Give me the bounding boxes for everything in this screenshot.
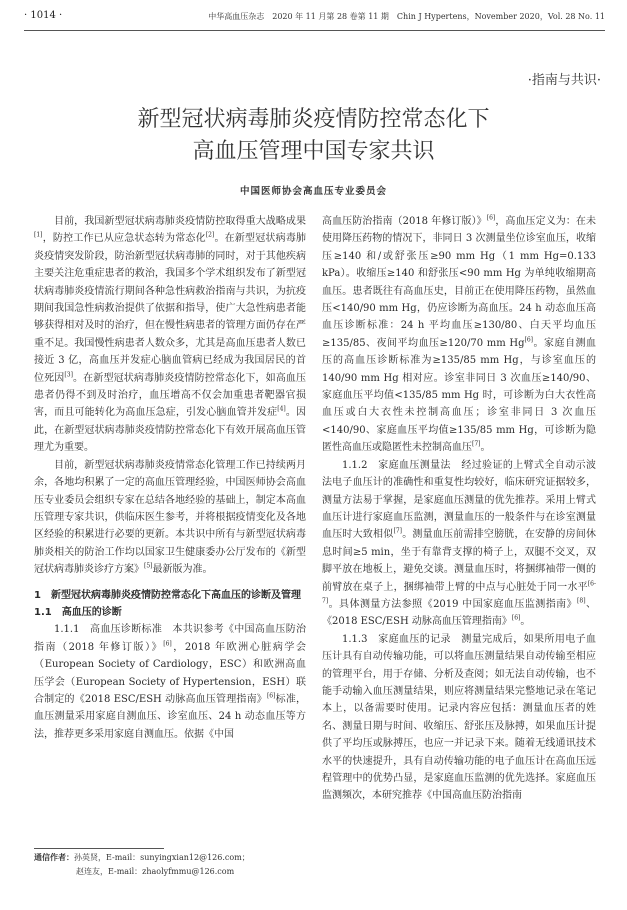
title-line-2: 高血压管理中国专家共识 xyxy=(192,139,435,164)
page-number: · 1014 · xyxy=(24,10,63,21)
right-column xyxy=(322,213,596,805)
section-rubric: ·指南与共识· xyxy=(527,73,601,88)
title-line-1: 新型冠状病毒肺炎疫情防控常态化下 xyxy=(137,107,490,132)
author-line: 中国医师协会高血压专业委员会 xyxy=(239,186,387,197)
subsection-heading-1-1: 1.1 高血压的诊断 xyxy=(34,606,122,618)
footnote-line-1 xyxy=(34,852,250,863)
intro-paragraph-1: 目前，我国新型冠状病毒肺炎疫情防控取得重大战略成果[1]，防控工作已从应急状态转为常态化[2]。在新型冠状病毒肺炎疫情突发阶段，防治新型冠状病毒肺的同时，对于其他疾病主要关注危重症患者的救治，我国多个学术组织发布了新型冠状病毒肺炎疫情流行期间各种急性病救治指南与共识，为抗疫期间我国急性病救治提供了依据和指导，使广大急性病患者能够获得相对及时的治疗，但在慢性病患者的管理方面仍存在严重不足。我国慢性病患者人数众多，尤其是高血压患者人数已接近 3 亿，高血压并发症心脑血管病已经成为我国居民的首位死因[3]。在新型冠状病毒肺炎疫情防控常态化下，如高血压患者仍得不到及时治疗，血压增高不仅会加重患者靶器官损害，而且可能转化为高血压急症，引发心脑血管并发症[4]。因此，在新型冠状病毒肺炎疫情防控常态化下有效开展高血压管理尤为重要。 xyxy=(34,216,307,454)
header-rule xyxy=(24,30,605,31)
intro-paragraph-2: 目前，新型冠状病毒肺炎疫情常态化管理工作已持续两月余，各地均积累了一定的高血压管理经验，中国医师协会高血压专业委员会组织专家在总结各地经验的基础上，制定本高血压管理专家共识，供临床医生参考，并将根据疫情变化及各地区经验的积累进行必要的更新。本共识中所有与新型冠状病毒肺炎相关的防治工作均以国家卫生健康委办公厅发布的《新型冠状病毒肺炎诊疗方案》[5]最新版为准。 xyxy=(34,459,306,576)
footnote-line-2: 赵连友，E-mail：zhaolyfmmu@126.com xyxy=(76,867,235,876)
left-column xyxy=(34,213,306,743)
paragraph-1-1-2: 1.1.2 家庭血压测量法 经过验证的上臂式全自动示波法电子血压计的准确性和重复性均较好，临床研究证据较多，测量方法易于掌握，是家庭血压测量的优先推荐。采用上臂式血压计进行家庭血压监测，测量血压的一般条件与在诊室测量血压时大致相似[7]。测量血压前需排空膀胱，在安静的房间休息时间≥5 min，坐于有靠背支撑的椅子上，双腿不交叉，双脚平放在地板上，避免交谈。测量血压时，将捆绑袖带一侧的前臂放在桌子上，捆绑袖带上臂的中点与心脏处于同一水平[6-7]。具体测量方法参照《2019 中国家庭血压监测指南》[8]、《2018 ESC/ESH 动脉高血压管理指南》[6]。 xyxy=(322,459,597,628)
footnote-email-1: 孙英贤，E-mail：sunyingxian12@126.com； xyxy=(74,853,250,862)
paragraph-definition: 高血压防治指南（2018 年修订版）》[6]，高血压定义为：在未使用降压药物的情况下，非同日 3 次测量坐位诊室血压，收缩压≥140 和/或舒张压≥90 mm Hg（1 mm Hg=0.133 kPa）。收缩压≥140 和舒张压<90 mm Hg 为单纯收缩期高血压。患者既往有高血压史，目前正在使用降压药物，虽然血压<140/90 mm Hg，仍应诊断为高血压。24 h 动态血压高血压诊断标准：24 h 平均血压≥130/80、白天平均血压≥135/85、夜间平均血压≥120/70 mm Hg[6]。家庭自测血压的高血压诊断标准为≥135/85 mm Hg，与诊室血压的 140/90 mm Hg 相对应。诊室非同日 3 次血压≥140/90、家庭血压平均值<135/85 mm Hg 时，可诊断为白大衣性高血压或白大衣性未控制高血压；诊室非同日 3 次血压<140/90、家庭血压平均值≥135/85 mm Hg，可诊断为隐匿性高血压或隐匿性未控制高血压[7]。 xyxy=(322,214,596,454)
paragraph-1-1-1: 1.1.1 高血压诊断标准 本共识参考《中国高血压防治指南（2018 年修订版）》[6]，2018 年欧洲心脏病学会（European Society of Cardiology，ESC）和欧洲高血压学会（European Society of Hypertension，ESH）联合制定的《2018 ESC/ESH 动脉高血压管理指南》[6]标准，血压测量采用家庭自测血压、诊室血压、24 h 动态血压等方法，推荐更多采用家庭自测血压。依据《中国 xyxy=(34,624,306,740)
running-header xyxy=(24,8,605,26)
footnote-label: 通信作者： xyxy=(34,852,74,862)
section-heading-1: 1 新型冠状病毒肺炎疫情防控常态化下高血压的诊断及管理 xyxy=(34,589,301,601)
article-title xyxy=(0,104,627,168)
journal-citation-line: 中华高血压杂志 2020 年 11 月第 28 卷第 11 期 Chin J Hypertens，November 2020，Vol. 28 No. 11 xyxy=(208,12,605,21)
footnote-rule xyxy=(34,848,164,849)
paragraph-1-1-3: 1.1.3 家庭血压的记录 测量完成后，如果所用电子血压计具有自动传输功能，可以将血压测量结果自动传输至相应的管理平台，用于存储、分析及查阅；如无法自动传输，也不能手动输入血压测量结果，则应将测量结果完整地记录在笔记本上，以备需要时使用。记录内容应包括：测量血压者的姓名、测量日期与时间、收缩压、舒张压及脉搏，如果血压计提供了平均压或脉搏压，也应一并记录下来。随着无线通讯技术水平的快速提升，具有自动传输功能的电子血压计在高血压远程管理中的优势凸显，是家庭血压监测的优先选择。家庭血压监测频次，本研究推荐《中国高血压防治指南 xyxy=(322,633,596,802)
